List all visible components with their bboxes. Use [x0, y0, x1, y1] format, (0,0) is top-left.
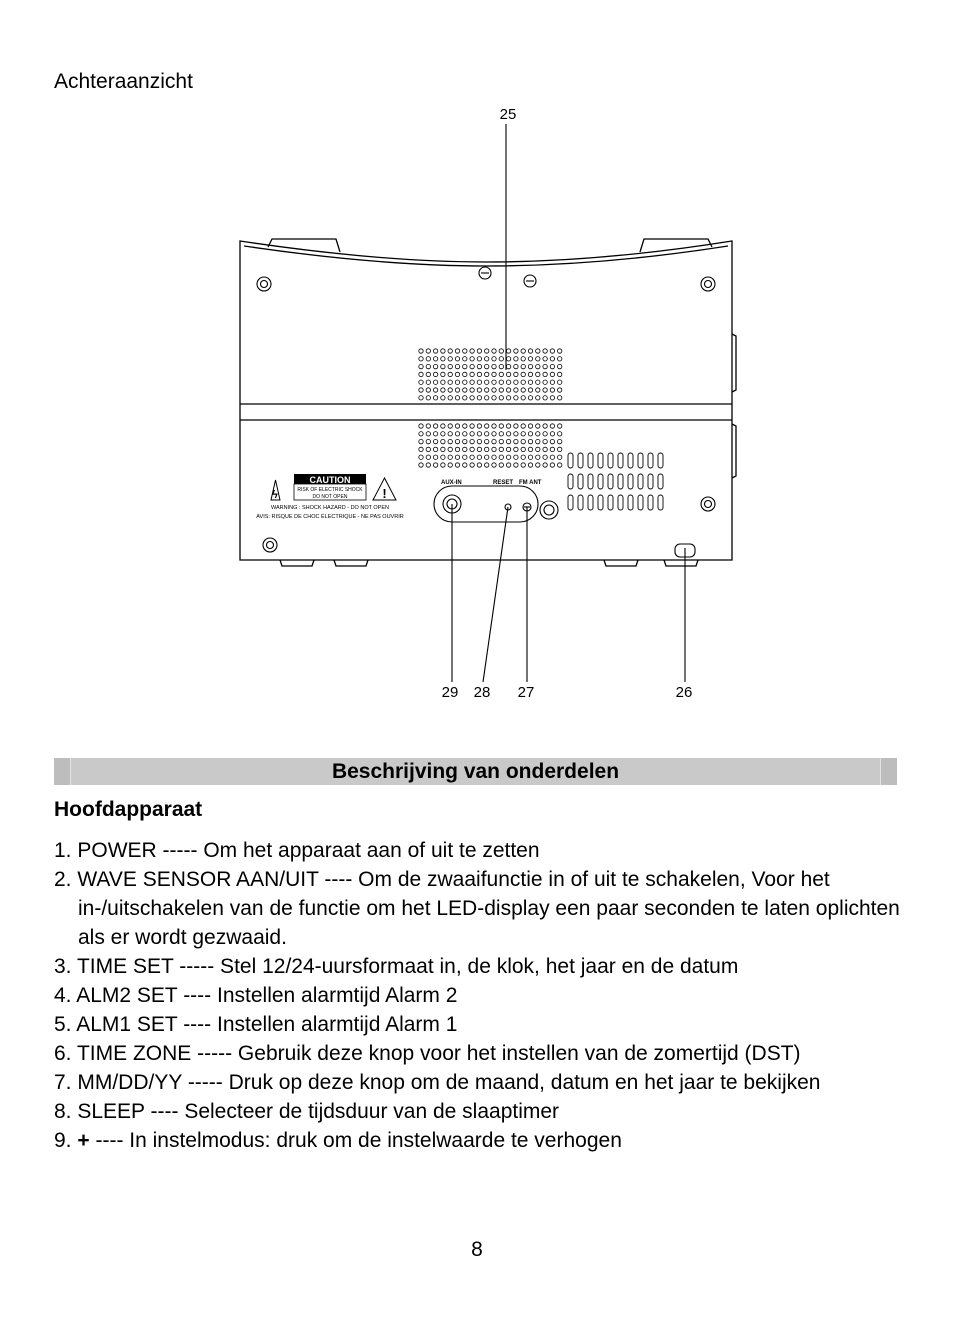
list-item: 5. ALM1 SET ---- Instellen alarmtijd Alarm 1: [54, 1013, 458, 1036]
do-not-open-text: DO NOT OPEN: [312, 494, 348, 500]
parts-list: [54, 836, 914, 1155]
page-heading: Achteraanzicht: [54, 70, 193, 93]
fm-ant-label: FM ANT: [519, 480, 542, 486]
callout-27: 27: [517, 684, 535, 701]
aux-in-label: AUX-IN: [441, 480, 462, 486]
warning-text: WARNING : SHOCK HAZARD - DO NOT OPEN: [271, 505, 389, 511]
list-item: 7. MM/DD/YY ----- Druk op deze knop om de maand, datum en het jaar te bekijken: [54, 1071, 821, 1094]
callout-26: 26: [675, 684, 693, 701]
section-title: Beschrijving van onderdelen: [331, 760, 620, 783]
callout-29: 29: [441, 684, 459, 701]
list-item: 4. ALM2 SET ---- Instellen alarmtijd Alarm 2: [54, 984, 458, 1007]
sub-heading: Hoofdapparaat: [54, 798, 203, 821]
list-item: 6. TIME ZONE ----- Gebruik deze knop voor het instellen van de zomertijd (DST): [54, 1042, 801, 1065]
section-header-bar: [54, 758, 897, 785]
list-item: 3. TIME SET ----- Stel 12/24-uursformaat in, de klok, het jaar en de datum: [54, 955, 739, 978]
list-item: 9. + ---- In instelmodus: druk om de instelwaarde te verhogen: [54, 1129, 622, 1152]
svg-text:!: !: [382, 486, 387, 501]
caution-label: [256, 474, 403, 520]
callout-28: 28: [473, 684, 491, 701]
risk-text: RISK OF ELECTRIC SHOCK: [297, 487, 363, 493]
list-item: 8. SLEEP ---- Selecteer de tijdsduur van de slaaptimer: [54, 1100, 560, 1123]
reset-label: RESET: [493, 480, 514, 486]
avis-text: AVIS: RISQUE DE CHOC ÉLECTRIQUE - NE PAS OUVRIR: [256, 514, 404, 520]
svg-text:ϟ: ϟ: [272, 489, 278, 501]
list-item: 2. WAVE SENSOR AAN/UIT ---- Om de zwaaifunctie in of uit te schakelen, Voor het in-/uitschakelen van de functie om het LED-display een paar seconden te laten oplichten als er wordt gezwaaid.: [54, 868, 900, 949]
page-number: 8: [471, 1238, 483, 1261]
list-item: 1. POWER ----- Om het apparaat aan of uit te zetten: [54, 839, 540, 862]
caution-text: CAUTION: [309, 475, 351, 485]
callout-25: 25: [499, 106, 517, 123]
